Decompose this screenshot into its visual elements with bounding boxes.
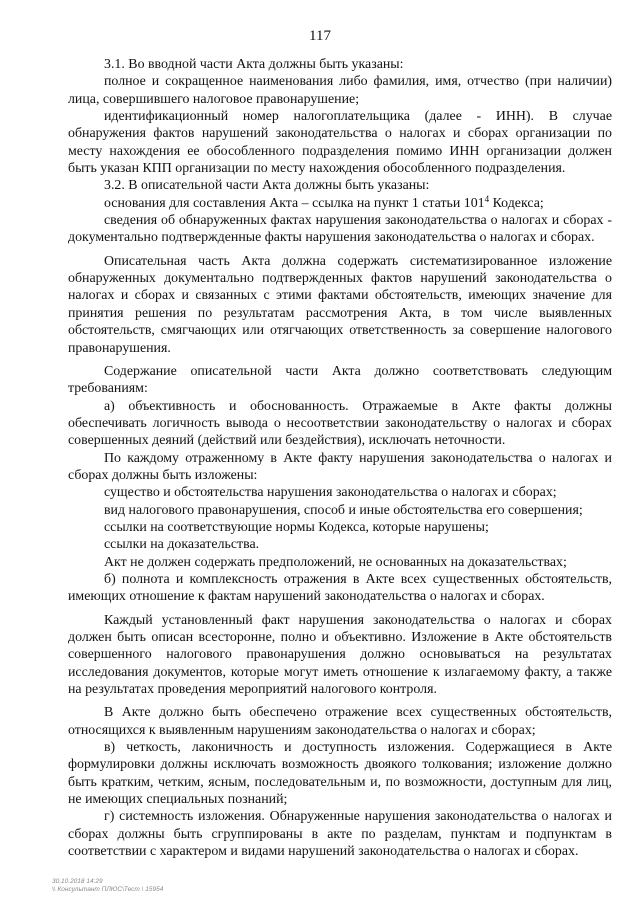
footer-timestamp: 30.10.2018 14:29 <box>52 878 103 885</box>
paragraph-text: б) полнота и комплексность отражения в Акте всех существенных обстоятельств, имеющих отношение к фактам нарушений законодательства о налогах и сборах. <box>68 571 612 605</box>
paragraph <box>68 450 612 485</box>
paragraph-text: основания для составления Акта – ссылка на пункт 1 статьи 101 <box>104 195 485 211</box>
paragraph <box>68 612 612 699</box>
paragraph <box>68 73 612 108</box>
paragraph <box>68 739 612 808</box>
paragraph <box>68 502 612 519</box>
paragraph <box>68 56 612 73</box>
paragraph <box>68 177 612 194</box>
paragraph <box>68 195 612 212</box>
footer-path: \\ Консультант ПЛЮС\Тест \ 15954 <box>52 886 164 893</box>
paragraph <box>68 519 612 536</box>
paragraph <box>68 536 612 553</box>
paragraph-text: ссылки на доказательства. <box>104 537 260 553</box>
paragraph-text: существо и обстоятельства нарушения законодательства о налогах и сборах; <box>104 485 557 501</box>
paragraph-text: а) объективность и обоснованность. Отражаемые в Акте факты должны обеспечивать логичность вывода о несоответствии законодательству о налогах и сборах совершенных деяний (действий или бездействия), исключать неточности. <box>68 398 612 449</box>
paragraph <box>68 554 612 571</box>
document-body <box>68 56 612 860</box>
paragraph-text: 3.2. В описательной части Акта должны быть указаны: <box>104 178 430 194</box>
paragraph-text-tail: Кодекса; <box>489 195 544 211</box>
footer-stamp <box>52 878 163 894</box>
paragraph <box>68 212 612 247</box>
paragraph-text: В Акте должно быть обеспечено отражение всех существенных обстоятельств, относящихся к выявленным нарушениям законодательства о налогах и сборах; <box>68 705 612 738</box>
paragraph-text: сведения об обнаруженных фактах нарушения законодательства о налогах и сборах - документально подтвержденные факты нарушения законодательства о налогах и сборах. <box>68 213 612 246</box>
paragraph <box>68 571 612 606</box>
paragraph <box>68 704 612 739</box>
paragraph-text: г) системность изложения. Обнаруженные нарушения законодательства о налогах и сборах должны быть сгруппированы в акте по разделам, пунктам и подпунктам в соответствии с характером и видами нарушений законодательства о налогах и сборах. <box>68 809 612 860</box>
paragraph-text: идентификационный номер налогоплательщика (далее - ИНН). В случае обнаружения фактов нарушений законодательства о налогах и сборах организации по месту нахождения ее обособленного подразделения помимо ИНН организации должен быть указан КПП организации по месту нахождения обособленного подразделения. <box>68 109 612 177</box>
paragraph-text: 3.1. Во вводной части Акта должны быть указаны: <box>104 57 404 72</box>
paragraph <box>68 108 612 177</box>
paragraph <box>68 398 612 450</box>
paragraph <box>68 253 612 357</box>
paragraph <box>68 808 612 860</box>
article-superscript: 4 <box>484 193 490 204</box>
paragraph-text: Каждый установленный факт нарушения законодательства о налогах и сборах должен быть описан всесторонне, полно и объективно. Изложение в Акте обстоятельств совершенного налогового правонарушения должно основываться на результатах исследования документов, которые могут иметь отношение к излагаемому факту, а также на результатах проведения мероприятий налогового контроля. <box>68 612 612 698</box>
paragraph-text: вид налогового правонарушения, способ и иные обстоятельства его совершения; <box>104 502 583 518</box>
paragraph <box>68 484 612 501</box>
page-number: 117 <box>309 28 331 44</box>
paragraph-text: ссылки на соответствующие нормы Кодекса, которые нарушены; <box>104 519 489 535</box>
paragraph-text: Содержание описательной части Акта должно соответствовать следующим требованиям: <box>68 363 612 397</box>
paragraph-text: в) четкость, лаконичность и доступность изложения. Содержащиеся в Акте формулировки должны исключать возможность двоякого толкования; изложение должно быть кратким, четким, ясным, последовательным и, по возможности, доступным для лиц, не имеющих специальных познаний; <box>68 740 612 808</box>
paragraph-text: Акт не должен содержать предположений, не основанных на доказательствах; <box>104 554 567 570</box>
paragraph-text: По каждому отраженному в Акте факту нарушения законодательства о налогах и сборах должны быть изложены: <box>68 450 612 483</box>
paragraph <box>68 363 612 398</box>
paragraph-text: полное и сокращенное наименования либо фамилия, имя, отчество (при наличии) лица, совершившего налоговое правонарушение; <box>68 74 612 107</box>
paragraph-text: Описательная часть Акта должна содержать систематизированное изложение обнаруженных документально подтвержденных фактов нарушений законодательства о налогах и сборах и связанных с этими фактами обстоятельств, имеющих значение для принятия решения по результатам рассмотрения Акта, в том числе выявленных обстоятельств, смягчающих или отягчающих ответственность за совершение налогового правонарушения. <box>68 253 612 356</box>
